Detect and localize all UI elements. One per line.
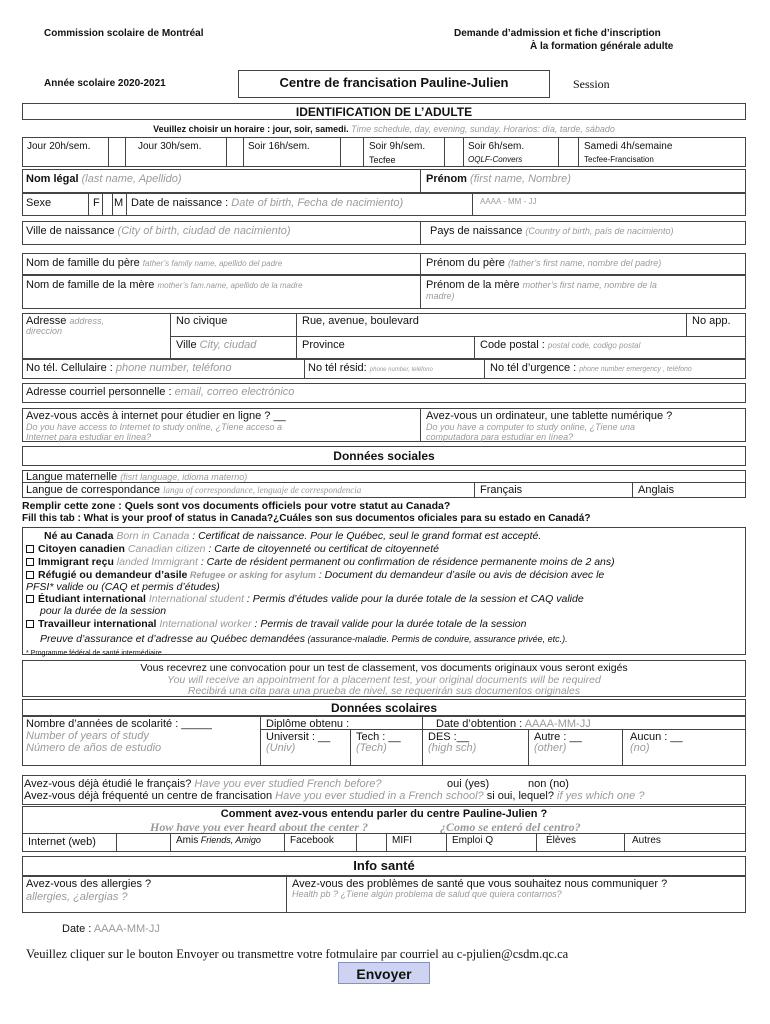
postal-code-placeholder: postal code, codigo postal [547, 341, 641, 350]
attended-center-question[interactable] [24, 790, 644, 802]
pfsi-footnote: * Programme fédéral de santé intermédiaire [26, 650, 162, 657]
years-of-study-en: Number of years of study [26, 730, 149, 742]
computer-question[interactable]: Avez-vous un ordinateur, une tablette numérique ? [426, 410, 673, 422]
send-button[interactable]: Envoyer [338, 962, 430, 984]
insurance-note [40, 633, 568, 645]
email-placeholder: email, correo electrónico [174, 386, 295, 398]
insurance-note-examples: (assurance-maladie. Permis de conduire, assurance privée, etc.). [305, 634, 568, 644]
source-facebook[interactable]: Facebook [290, 835, 334, 846]
health-problems-question[interactable]: Avez-vous des problèmes de santé que vous souhaitez nous communiquer ? [292, 878, 668, 890]
schedule-instruction [22, 124, 746, 134]
attended-center-label: Avez-vous déjà fréquenté un centre de francisation [24, 790, 273, 802]
allergies-question[interactable]: Avez-vous des allergies ? [26, 878, 152, 890]
submit-instructions: Veuillez cliquer sur le bouton Envoyer ou transmettre votre fotmulaire par courriel au c-pjulien@csdm.qc.ca [26, 947, 569, 961]
cell-phone-field[interactable] [26, 362, 231, 374]
option-soir-6h-sub: OQLF-Convers [468, 155, 523, 164]
computer-translation-1: Do you have a computer to study online, ¿Tiene una [426, 422, 636, 432]
status-worker-translation: International worker [156, 618, 252, 630]
address-placeholder: address, [69, 316, 104, 326]
status-worker[interactable] [26, 618, 527, 630]
home-phone-placeholder: phone number, teléfono [369, 367, 433, 373]
no-option[interactable]: non (no) [528, 778, 569, 790]
status-born-canada-label: Né au Canada [44, 530, 114, 542]
computer-translation-2: computadora para estudiar en línea? [426, 432, 574, 442]
option-jour-20h[interactable]: Jour 20h/sem. [27, 141, 91, 152]
status-citizen[interactable] [26, 543, 439, 555]
status-worker-doc: : Permis de travail valide pour la durée totale de la session [251, 618, 527, 630]
email-field[interactable] [26, 386, 294, 398]
emergency-phone-field[interactable] [490, 362, 692, 374]
identification-heading: IDENTIFICATION DE L’ADULTE [295, 105, 473, 119]
source-emploi-q[interactable]: Emploi Q [452, 835, 494, 846]
status-born-canada-doc: : Certificat de naissance. Pour le Québec, seul le grand format est accepté. [189, 530, 542, 542]
diploma-tech-translation: (Tech) [356, 742, 387, 754]
source-heading-en: How have you ever heard about the center ? [150, 820, 368, 834]
allergies-translation: allergies, ¿alergias ? [26, 891, 128, 903]
mother-tongue-field[interactable] [26, 471, 247, 483]
school-year: Année scolaire 2020-2021 [44, 78, 166, 89]
street-field[interactable]: Rue, avenue, boulevard [302, 315, 419, 327]
health-problems-translation: Health pb ? ¿Tiene algún problema de salud que quiera contarnos? [292, 889, 562, 899]
option-soir-9h-sub: Tecfee [369, 155, 396, 165]
diploma-date-field[interactable] [436, 718, 591, 730]
mother-tongue-placeholder: (fisrt language, idioma materno) [120, 472, 248, 482]
sex-m-option[interactable]: M [114, 197, 124, 209]
diploma-tech[interactable]: Tech : __ [356, 731, 401, 743]
diploma-other-translation: (other) [534, 742, 567, 754]
convocation-es: Recibirá una cita para una prueba de nivel, se requerirán sus documentos originales [187, 685, 581, 697]
option-soir-16h[interactable]: Soir 16h/sem. [248, 141, 310, 152]
studied-french-translation: Have you ever studied French before? [191, 778, 382, 790]
status-instruction-en: Fill this tab : What is your proof of status in Canada?¿Cuáles son sus documentos oficiales para su estado en Canadá? [22, 513, 591, 524]
attended-center-translation: Have you ever studied in a French school? [272, 790, 484, 802]
sex-label: Sexe [26, 197, 52, 209]
province-field[interactable]: Province [302, 339, 345, 351]
internet-access-question[interactable]: Avez-vous accès à internet pour étudier en ligne ? __ [26, 410, 286, 422]
home-phone-field[interactable] [308, 362, 433, 374]
last-name-field[interactable] [26, 173, 182, 185]
status-instruction-fr: Remplir cette zone : Quels sont vos documents officiels pour votre statut au Canada? [22, 500, 451, 512]
status-refugee-label: Réfugié ou demandeur d’asile [38, 569, 188, 581]
date-label: Date : [62, 923, 92, 935]
status-immigrant-translation: landed Immigrant [113, 556, 198, 568]
mother-last-name-field[interactable] [26, 279, 303, 291]
father-last-name-label: Nom de famille du père [26, 257, 140, 269]
address-placeholder-2: direccion [26, 326, 63, 336]
source-students[interactable]: Élèves [546, 835, 577, 846]
diploma-none[interactable]: Aucun : __ [630, 731, 683, 743]
source-friends[interactable] [176, 835, 261, 846]
dob-field[interactable] [131, 197, 403, 209]
emergency-phone-label: No tél d’urgence : [490, 362, 577, 374]
date-placeholder: AAAA-MM-JJ [93, 923, 160, 935]
checkbox-icon[interactable] [26, 571, 34, 579]
diploma-des[interactable]: DES :__ [428, 731, 469, 743]
status-citizen-doc: : Carte de citoyenneté ou certificat de citoyenneté [205, 543, 439, 555]
source-internet[interactable]: Internet (web) [28, 836, 96, 848]
school-heading: Données scolaires [330, 701, 438, 715]
mother-last-name-label: Nom de famille de la mère [26, 279, 155, 291]
city-label: Ville [176, 339, 197, 351]
status-refugee-doc-2: PFSI* valide ou (CAQ et permis d’études) [26, 581, 220, 593]
yes-option[interactable]: oui (yes) [447, 778, 490, 790]
birth-city-placeholder: (City of birth, ciudad de nacimiento) [117, 225, 291, 237]
birth-country-label: Pays de naissance [430, 225, 523, 237]
date-field[interactable] [62, 923, 160, 935]
checkbox-icon[interactable] [26, 558, 34, 566]
mother-tongue-label: Langue maternelle [26, 471, 118, 483]
father-first-name-label: Prénom du père [426, 257, 505, 269]
birth-city-field[interactable] [26, 225, 291, 237]
status-student-translation: International student [145, 593, 244, 605]
diploma-univ-translation: (Univ) [266, 742, 296, 754]
dob-placeholder: Date of birth, Fecha de nacimiento) [231, 197, 404, 209]
status-born-canada[interactable] [44, 530, 541, 542]
schedule-instruction-bold: Veuillez choisir un horaire : jour, soir, samedi. [153, 124, 349, 134]
option-samedi-sub: Tecfee-Francisation [584, 155, 654, 164]
diploma-label: Diplôme obtenu : [266, 718, 350, 730]
birth-city-label: Ville de naissance [26, 225, 115, 237]
source-friends-label: Amis [176, 835, 199, 846]
birth-country-field[interactable] [430, 225, 673, 237]
option-samedi-4h[interactable]: Samedi 4h/semaine [584, 141, 673, 152]
address-label-text: Adresse [26, 315, 67, 327]
source-other[interactable]: Autres [632, 835, 661, 846]
postal-code-field[interactable] [480, 339, 640, 351]
status-immigrant-label: Immigrant reçu [38, 556, 114, 568]
diploma-des-translation: (high sch) [428, 742, 477, 754]
source-heading-es: ¿Como se enteró del centro? [440, 820, 581, 834]
email-label: Adresse courriel personnelle : [26, 386, 172, 398]
internet-access-translation-2: Internet para estudiar en línea? [26, 432, 152, 442]
city-field[interactable] [176, 339, 256, 351]
health-heading: Info santé [353, 858, 415, 873]
first-name-field[interactable] [426, 173, 571, 185]
years-of-study-es: Número de años de estudio [26, 742, 162, 754]
correspondence-language-placeholder: langu of correspondance, lenguaje de correspondencia [163, 485, 362, 495]
checkbox-icon[interactable] [26, 595, 34, 603]
birth-country-placeholder: (Country of birth, país de nacimiento) [525, 226, 674, 236]
last-name-label: Nom légal [26, 173, 79, 185]
which-one-label: si oui, lequel? [483, 790, 554, 802]
form-title-line2: À la formation générale adulte [530, 41, 674, 52]
status-citizen-label: Citoyen canadien [38, 543, 125, 555]
correspondence-language-field[interactable] [26, 484, 361, 496]
studied-french-label: Avez-vous déjà étudié le français? [24, 778, 192, 790]
mother-first-name-field[interactable] [426, 279, 657, 291]
form-title-line1: Demande d’admission et fiche d’inscription [454, 28, 661, 39]
father-last-name-placeholder: father’s family name, apellido del padre [142, 259, 283, 268]
mother-first-name-placeholder-2: madre) [426, 291, 455, 301]
diploma-date-label: Date d’obtention : [436, 718, 523, 730]
social-heading: Données sociales [333, 449, 435, 463]
diploma-other[interactable]: Autre : __ [534, 731, 582, 743]
status-immigrant[interactable] [26, 556, 615, 568]
source-heading: Comment avez-vous entendu parler du centre Pauline-Julien ? [220, 808, 548, 820]
city-placeholder: City, ciudad [199, 339, 257, 351]
insurance-note-text: Preuve d’assurance et d’adresse au Québec demandées [40, 633, 306, 645]
which-one-translation: if yes which one ? [553, 790, 645, 802]
english-option[interactable]: Anglais [638, 484, 675, 496]
status-refugee-doc: : Document du demandeur d’asile ou avis de décision avec le [315, 569, 605, 581]
cell-phone-placeholder: phone number, teléfono [115, 362, 232, 374]
years-of-study-field[interactable]: Nombre d’années de scolarité : _____ [26, 718, 212, 730]
checkbox-icon[interactable] [26, 545, 34, 553]
civic-number-field[interactable]: No civique [176, 315, 228, 327]
internet-access-translation-1: Do you have access to Internet to study online, ¿Tiene acceso a [26, 422, 283, 432]
emergency-phone-placeholder: phone number emergency , teléfono [579, 366, 692, 373]
schedule-instruction-translation: Time schedule, day, evening, sunday. Horarios: día, tarde, sábado [348, 124, 615, 134]
checkbox-icon[interactable] [26, 620, 34, 628]
option-soir-6h[interactable]: Soir 6h/sem. [468, 141, 525, 152]
mother-last-name-placeholder: mother’s fam.name, apellido de la madre [157, 281, 303, 290]
status-immigrant-doc: : Carte de résident permanent ou confirmation de résidence permanente moins de 2 ans) [197, 556, 615, 568]
sex-f-option[interactable]: F [93, 197, 100, 209]
source-mifi[interactable]: MIFI [392, 835, 412, 846]
status-student-label: Étudiant international [38, 593, 146, 605]
father-first-name-field[interactable] [426, 257, 661, 269]
home-phone-label: No tél résid: [308, 362, 367, 374]
postal-code-label: Code postal : [480, 339, 545, 351]
source-friends-translation: Friends, Amigo [198, 835, 261, 845]
status-student-doc-2: pour la durée de la session [40, 605, 167, 617]
diploma-univ[interactable]: Universit : __ [266, 731, 331, 743]
first-name-placeholder: (first name, Nombre) [470, 173, 571, 185]
diploma-none-translation: (no) [630, 742, 650, 754]
father-first-name-placeholder: (father’s first name, nombre del padre) [507, 258, 662, 268]
status-refugee-translation: Refugee or asking for asylum [187, 570, 316, 580]
mother-first-name-placeholder: mother’s first name, nombre de la [522, 280, 657, 290]
convocation-en: You will receive an appointment for a placement test, your original documents will be required [167, 674, 601, 686]
option-jour-30h[interactable]: Jour 30h/sem. [138, 141, 202, 152]
status-refugee[interactable] [26, 569, 604, 581]
convocation-fr: Vous recevrez une convocation pour un test de classement, vos documents originaux vous seront exigés [140, 662, 628, 674]
status-worker-label: Travailleur international [38, 618, 157, 630]
dob-label: Date de naissance : [131, 197, 229, 209]
first-name-label: Prénom [426, 173, 467, 185]
option-soir-9h[interactable]: Soir 9h/sem. [369, 141, 426, 152]
french-option[interactable]: Français [480, 484, 523, 496]
session-label: Session [573, 77, 610, 91]
dob-format: AAAA - MM - JJ [480, 197, 537, 206]
mother-first-name-label: Prénom de la mère [426, 279, 520, 291]
status-citizen-translation: Canadian citizen [124, 543, 206, 555]
last-name-placeholder: (last name, Apellido) [81, 173, 182, 185]
status-born-canada-translation: Born in Canada [113, 530, 190, 542]
studied-french-question[interactable] [24, 778, 382, 790]
status-student[interactable] [26, 593, 584, 605]
apartment-field[interactable]: No app. [692, 315, 731, 327]
center-name: Centre de francisation Pauline-Julien [279, 75, 509, 90]
organization-name: Commission scolaire de Montréal [44, 28, 204, 39]
father-last-name-field[interactable] [26, 257, 282, 269]
status-student-doc: : Permis d’études valide pour la durée totale de la session et CAQ valide [244, 593, 584, 605]
correspondence-language-label: Langue de correspondance [26, 484, 160, 496]
cell-phone-label: No tél. Cellulaire : [26, 362, 113, 374]
diploma-date-placeholder: AAAA-MM-JJ [524, 718, 591, 730]
